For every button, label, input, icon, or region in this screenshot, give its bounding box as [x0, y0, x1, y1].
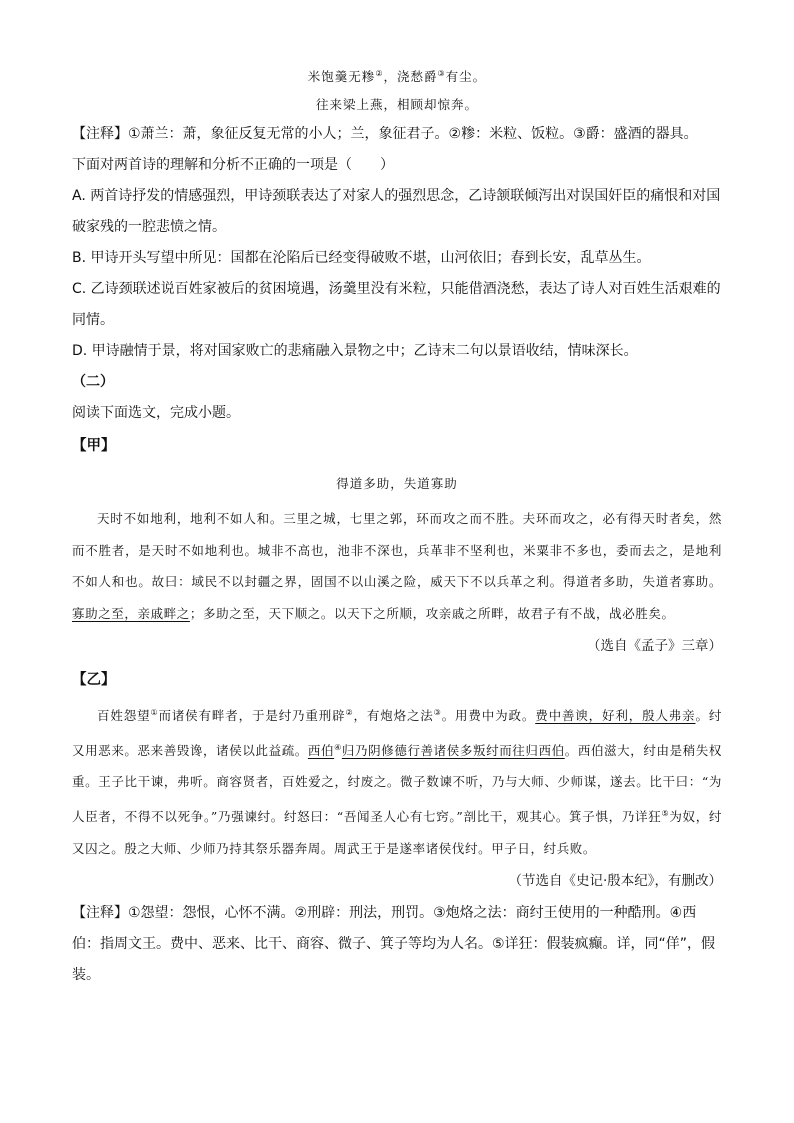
footnote-mark: ③	[433, 708, 442, 718]
underlined-sentence: 归乃阴修德行善诸侯多叛纣而往归西伯	[341, 742, 565, 758]
poem-line-2: 往来梁上燕，相顾却惊奔。	[315, 97, 478, 113]
footnote-mark: ⑤	[661, 808, 670, 818]
passage-text: 。西伯滋大，纣由是稍失权重。王子比干谏，弗听。商容贤者，百姓爱之，纣废之。微子数谏不听，乃与大师、少师谋，遂去。比干曰：“为人臣者，不得不以死争。”乃强谏纣。纣怒曰：“吾闻圣人心有七窍。”剖比干，观其心。箕子惧，乃详狂	[72, 742, 723, 825]
option-d: D. 甲诗融情于景，将对国家败亡的悲痛融入景物之中；乙诗末二句以景语收结，情味深长。	[72, 343, 638, 360]
passage-yi-text	[72, 697, 722, 864]
underlined-sentence: 西伯	[307, 742, 335, 758]
passage-text: ；多助之至，天下顺之。以天下之所顺，攻亲戚之所畔，故君子有不战，战必胜矣。	[189, 605, 675, 621]
annotation-1	[72, 119, 722, 150]
passage-jia-label: 【甲】	[72, 438, 116, 455]
poem-line-1	[72, 60, 722, 91]
underlined-sentence: 费中善谀，好利，殷人弗亲	[535, 708, 696, 724]
document-page	[72, 60, 722, 991]
passage-text: 。用费中为政。	[441, 708, 536, 724]
passage-yi-source: （节选自《史记·殷本纪》，有删改）	[508, 873, 722, 890]
poem-text: 有尘。	[445, 69, 487, 85]
passage-text: ，有炮烙之法	[353, 708, 434, 724]
annotation-text: ①怨望：怨恨，心怀不满。②刑辟：刑法，刑罚。③炮烙之法：商纣王使用的一种酷刑。④西伯：指周文王。费中、恶来、比干、商容、微子、箕子等均为人名。⑤详狂：假装疯癫。详，同“佯”，假装。	[72, 905, 716, 984]
poem-text: 米饱羹无糁	[307, 69, 376, 85]
option-a: A. 两首诗抒发的情感强烈，甲诗颈联表达了对家人的强烈思念，乙诗颔联倾泻出对误国奸臣的痛恨和对国破家残的一腔悲愤之情。	[72, 188, 721, 236]
underlined-sentence: 寡助之至，亲戚畔之	[72, 605, 190, 621]
footnote-mark: ①	[150, 708, 159, 718]
passage-text: 为奴，纣又囚之。殷之大师、少师乃持其祭乐器奔周。周武王于是遂率诸侯伐纣。甲子日，纣兵败。	[72, 809, 723, 856]
question-stem: 下面对两首诗的理解和分析不正确的一项是（ ）	[72, 157, 394, 174]
option-b: B. 甲诗开头写望中所见：国都在沦陷后已经变得破败不堪，山河依旧；春到长安，乱草丛生。	[72, 250, 651, 267]
footnote-mark: ②	[375, 69, 384, 78]
passage-jia-source: （选自《孟子》三章）	[587, 638, 722, 655]
passage-text: 天时不如地利，地利不如人和。三里之城，七里之郭，环而攻之而不胜。夫环而攻之，必有得天时者矣，然而不胜者，是天时不如地利也。城非不高也，池非不深也，兵革非不坚利也，米粟非不多也，委而去之，是地利不如人和也。故曰：域民不以封疆之界，固国不以山溪之险，威天下不以兵革之利。得道者多助，失道者寡助。	[72, 511, 722, 590]
passage-jia-title: 得道多助，失道寡助	[336, 476, 458, 492]
passage-jia-text	[72, 503, 722, 629]
annotation-2	[72, 898, 722, 991]
option-c: C. 乙诗颈联述说百姓家被后的贫困境遇，汤羹里没有米粒，只能借酒浇愁，表达了诗人对百姓生活艰难的同情。	[72, 281, 721, 329]
annotation-label: 【注释】	[72, 905, 128, 922]
passage-text: 而诸侯有畔者，于是纣乃重刑辟	[158, 708, 346, 724]
poem-text: ，浇愁爵	[383, 69, 438, 85]
section-heading: （二）	[72, 374, 114, 391]
footnote-mark: ④	[334, 742, 342, 752]
annotation-label: 【注释】	[72, 126, 128, 143]
footnote-mark: ③	[437, 69, 446, 78]
passage-text: 。纣又用恶来。恶来善毁谗，诸侯以此益疏。	[72, 708, 722, 758]
passage-text: 百姓怨望	[97, 708, 151, 724]
reading-instruction: 阅读下面选文，完成小题。	[72, 405, 240, 422]
annotation-text: ①萧兰：萧，象征反复无常的小人；兰，象征君子。②糁：米粒、饭粒。③爵：盛酒的器具。	[128, 126, 698, 143]
passage-yi-label: 【乙】	[72, 672, 116, 689]
footnote-mark: ②	[345, 708, 354, 718]
